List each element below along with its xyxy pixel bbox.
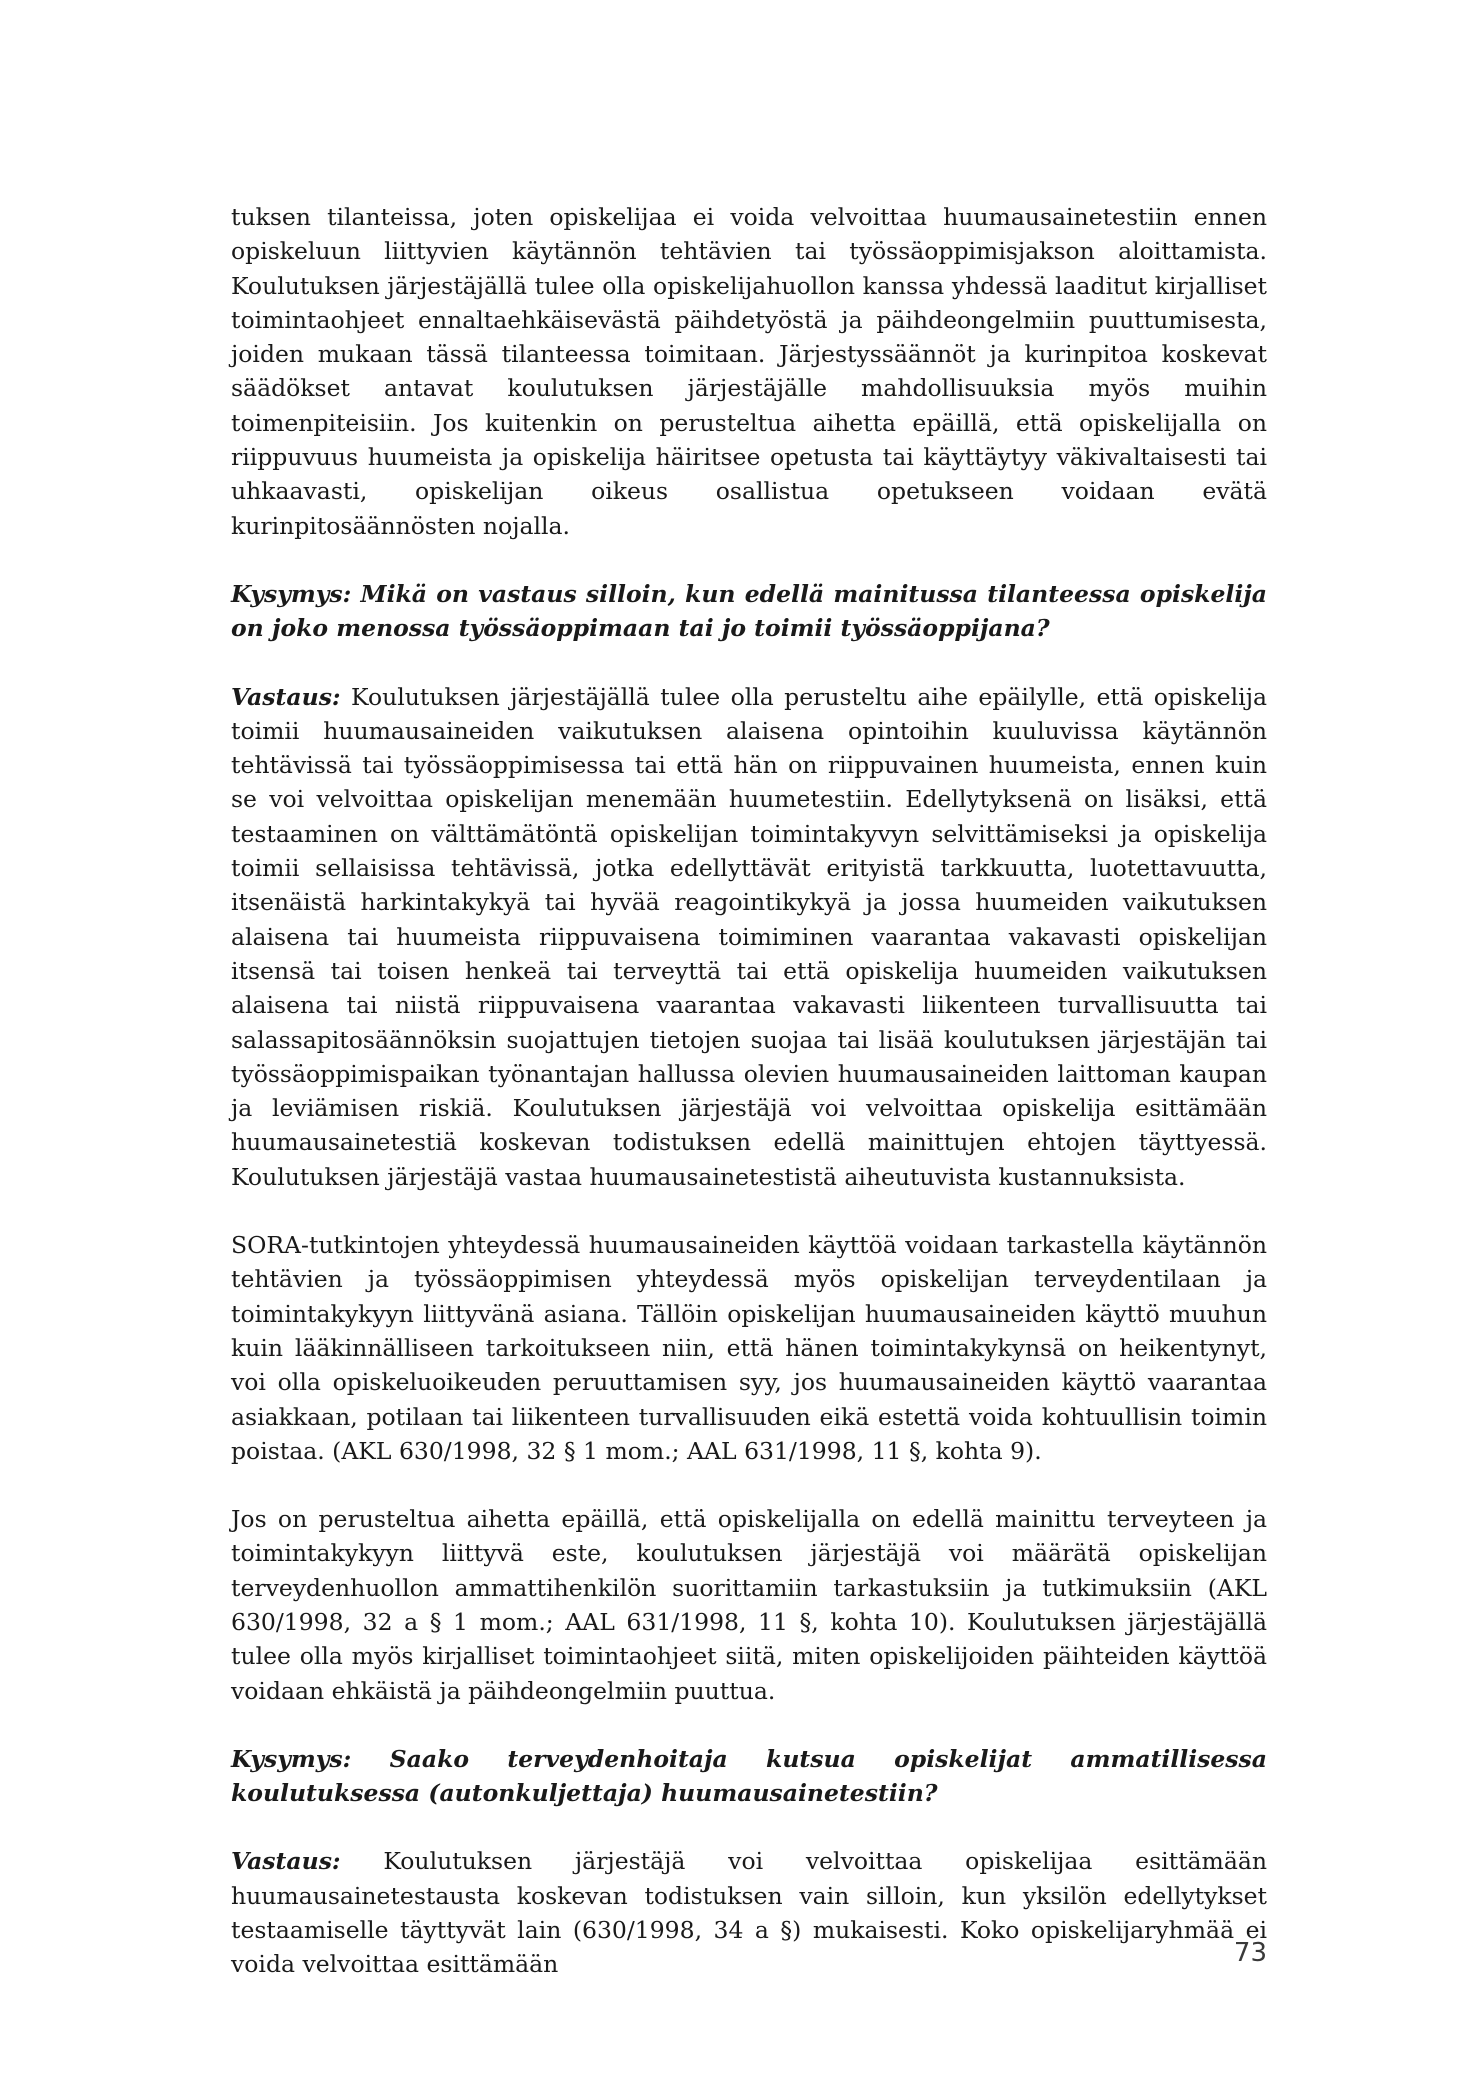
page-number: 73 [1233,1938,1267,1968]
question-paragraph: Kysymys: Mikä on vastaus silloin, kun edellä mainitussa tilanteessa opiskelija on joko menossa työssäoppimaan tai jo toimii työssäoppijana? [231,579,1267,643]
answer-label: Vastaus: [231,682,341,711]
paragraph-gap [231,1708,1267,1742]
paragraph-gap [231,646,1267,680]
answer-paragraph [231,1844,1267,1981]
question-paragraph: Kysymys: Saako terveydenhoitaja kutsua opiskelijat ammatillisessa koulutuksessa (autonkuljettaja) huumausainetestiin? [231,1744,1267,1808]
paragraph-gap [231,1194,1267,1228]
paragraph-gap [231,1468,1267,1502]
answer-text: Koulutuksen järjestäjä voi velvoittaa opiskelijaa esittämään huumausainetestausta koskevan todistuksen vain silloin, kun yksilön edellytykset testaamiselle täyttyvät lain (630/1998, 34 a §) mukaisesti. Koko opiskelijaryhmää ei voida velvoittaa esittämään [231,1847,1267,1979]
body-paragraph: Jos on perusteltua aihetta epäillä, että opiskelijalla on edellä mainittu terveyteen ja toimintakykyyn liittyvä este, koulutuksen järjestäjä voi määrätä opiskelijan terveydenhuollon ammattihenkilön suorittamiin tarkastuksiin ja tutkimuksiin (AKL 630/1998, 32 a § 1 mom.; AAL 631/1998, 11 §, kohta 10). Koulutuksen järjestäjällä tulee olla myös kirjalliset toimintaohjeet siitä, miten opiskelijoiden päihteiden käyttöä voidaan ehkäistä ja päihdeongelmiin puuttua. [231,1505,1267,1705]
paragraph-gap [231,1810,1267,1844]
paragraph-gap [231,543,1267,577]
body-paragraph: SORA-tutkintojen yhteydessä huumausaineiden käyttöä voidaan tarkastella käytännön tehtävien ja työssäoppimisen yhteydessä myös opiskelijan terveydentilaan ja toimintakykyyn liittyvänä asiana. Tällöin opiskelijan huumausaineiden käyttö muuhun kuin lääkinnälliseen tarkoitukseen niin, että hänen toimintakykynsä on heikentynyt, voi olla opiskeluoikeuden peruuttamisen syy, jos huumausaineiden käyttö vaarantaa asiakkaan, potilaan tai liikenteen turvallisuuden eikä estettä voida kohtuullisin toimin poistaa. (AKL 630/1998, 32 § 1 mom.; AAL 631/1998, 11 §, kohta 9). [231,1231,1267,1465]
answer-paragraph [231,680,1267,1194]
answer-text: Koulutuksen järjestäjällä tulee olla perusteltu aihe epäilylle, että opiskelija toimii huumausaineiden vaikutuksen alaisena opintoihin kuuluvissa käytännön tehtävissä tai työssäoppimisessa tai että hän on riippuvainen huumeista, ennen kuin se voi velvoittaa opiskelijan menemään huumetestiin. Edellytyksenä on lisäksi, että testaaminen on välttämätöntä opiskelijan toimintakyvyn selvittämiseksi ja opiskelija toimii sellaisissa tehtävissä, jotka edellyttävät erityistä tarkkuutta, luotettavuutta, itsenäistä harkintakykyä tai hyvää reagointikykyä ja jossa huumeiden vaikutuksen alaisena tai huumeista riippuvaisena toimiminen vaarantaa vakavasti opiskelijan itsensä tai toisen henkeä tai terveyttä tai että opiskelija huumeiden vaikutuksen alaisena tai niistä riippuvaisena vaarantaa vakavasti liikenteen turvallisuutta tai salassapitosäännöksin suojattujen tietojen suojaa tai lisää koulutuksen järjestäjän tai työssäoppimispaikan työnantajan hallussa olevien huumausaineiden laittoman kaupan ja leviämisen riskiä. Koulutuksen järjestäjä voi velvoittaa opiskelija esittämään huumausainetestiä koskevan todistuksen edellä mainittujen ehtojen täyttyessä. Koulutuksen järjestäjä vastaa huumausainetestistä aiheutuvista kustannuksista. [231,682,1267,1191]
body-paragraph: tuksen tilanteissa, joten opiskelijaa ei voida velvoittaa huumausainetestiin ennen opiskeluun liittyvien käytännön tehtävien tai työssäoppimisjakson aloittamista. Koulutuksen järjestäjällä tulee olla opiskelijahuollon kanssa yhdessä laaditut kirjalliset toimintaohjeet ennaltaehkäisevästä päihdetyöstä ja päihdeongelmiin puuttumisesta, joiden mukaan tässä tilanteessa toimitaan. Järjestyssäännöt ja kurinpitoa koskevat säädökset antavat koulutuksen järjestäjälle mahdollisuuksia myös muihin toimenpiteisiin. Jos kuitenkin on perusteltua aihetta epäillä, että opiskelijalla on riippuvuus huumeista ja opiskelija häiritsee opetusta tai käyttäytyy väkivaltaisesti tai uhkaavasti, opiskelijan oikeus osallistua opetukseen voidaan evätä kurinpitosäännösten nojalla. [231,203,1267,540]
page-content [231,200,1267,1982]
answer-label: Vastaus: [231,1847,341,1876]
